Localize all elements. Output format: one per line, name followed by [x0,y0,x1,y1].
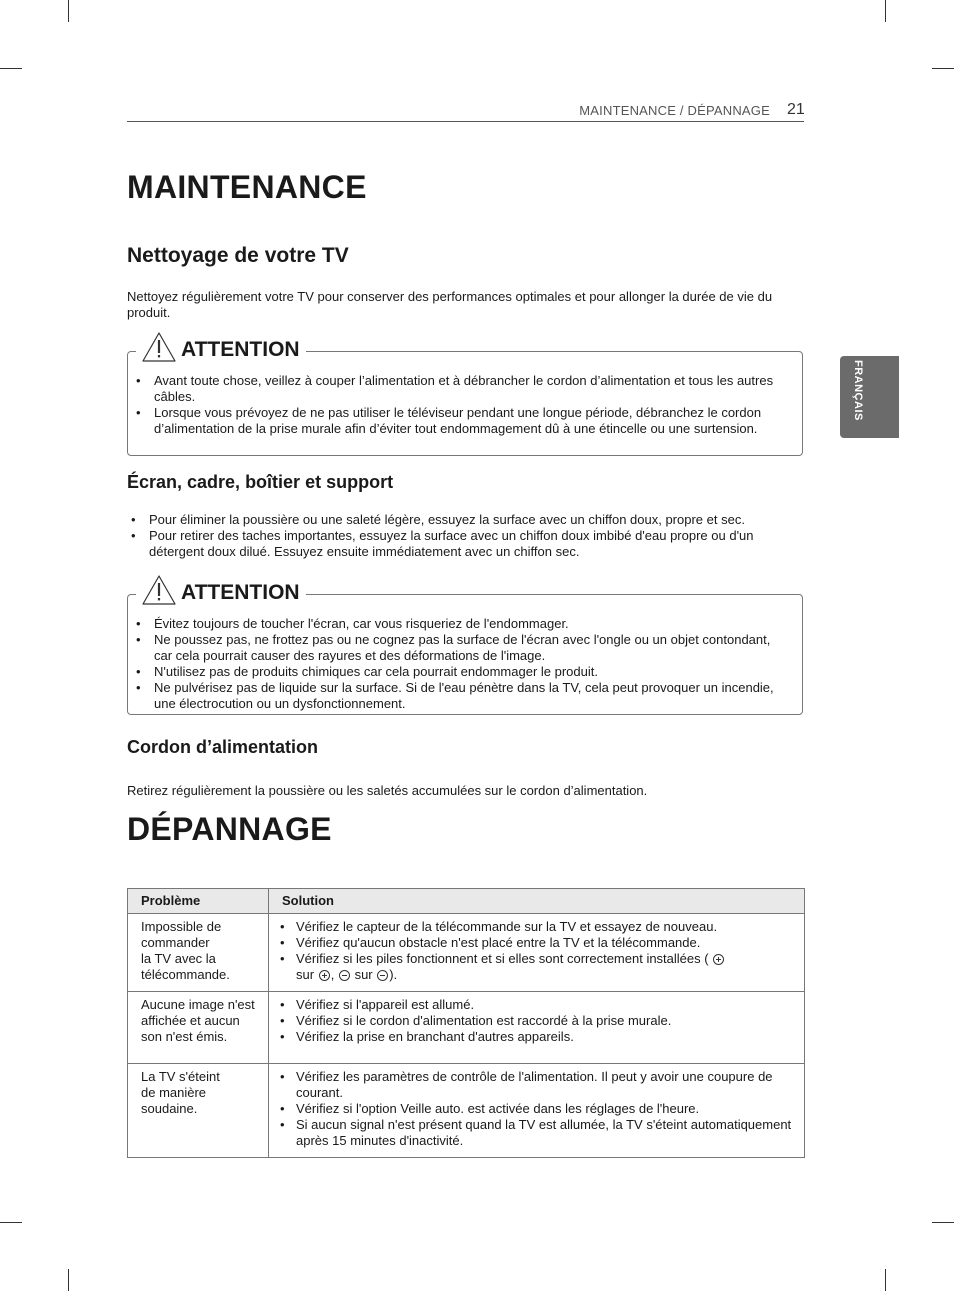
language-tab-label: FRANÇAIS [852,360,864,421]
solution-list [282,919,794,983]
crop-mark [932,68,954,69]
crop-mark [932,1222,954,1223]
running-head: MAINTENANCE / DÉPANNAGE [579,103,770,118]
table-header-row [128,889,805,914]
screen-list [123,512,808,560]
maintenance-title: MAINTENANCE [127,169,367,205]
list-item: • Vérifiez si l'option Veille auto. est activée dans les réglages de l'heure. [282,1101,794,1117]
plus-icon [713,954,724,965]
attention-box-cleaning [127,338,803,456]
problem-cell: Aucune image n'est affichée et aucun son n'est émis. [128,992,269,1064]
list-item: • Vérifiez qu'aucun obstacle n'est placé entre la TV et la télécommande. [282,935,794,951]
header-rule [127,121,804,122]
list-item: • Ne poussez pas, ne frottez pas ou ne cognez pas la surface de l'écran avec l'ongle ou un objet contondant, car cela pourrait causer des rayures et des déformations de l'image. [128,632,790,664]
attention-label: ATTENTION [181,338,300,361]
list-item: • Lorsque vous prévoyez de ne pas utiliser le téléviseur pendant une longue période, débranchez le cordon d’alimentation de la prise murale afin d’éviter tout endommagement dû à une étincelle ou une surtension. [128,405,792,437]
battery-text: sur [296,967,315,982]
solution-cell [269,914,805,992]
crop-mark [885,0,886,22]
crop-mark [0,1222,22,1223]
list-item: • Pour retirer des taches importantes, essuyez la surface avec un chiffon doux imbibé d'eau propre ou d'un détergent doux dilué. Essuyez ensuite immédiatement avec un chiffon sec. [123,528,808,560]
cleaning-intro: Nettoyez régulièrement votre TV pour conserver des performances optimales et pour allonger la durée de vie du produit. [127,289,773,320]
crop-mark [68,0,69,22]
troubleshooting-title: DÉPANNAGE [127,811,332,847]
solution-list [282,1069,794,1149]
solution-cell [269,992,805,1064]
solution-list [282,997,794,1045]
problem-cell: La TV s'éteint de manière soudaine. [128,1064,269,1158]
page-number: 21 [787,101,805,118]
warning-icon [142,332,176,362]
attention-list [128,616,790,712]
list-item: • Pour éliminer la poussière ou une saleté légère, essuyez la surface avec un chiffon doux, propre et sec. [123,512,808,528]
list-item: • Ne pulvérisez pas de liquide sur la surface. Si de l'eau pénètre dans la TV, cela peut provoquer un incendie, une électrocution ou un dysfonctionnement. [128,680,790,712]
battery-text: Vérifiez si les piles fonctionnent et si elles sont correctement installées ( [296,951,709,966]
list-item: • N'utilisez pas de produits chimiques car cela pourrait endommager le produit. [128,664,790,680]
battery-text: , [330,967,335,982]
list-item: • Si aucun signal n'est présent quand la TV est allumée, la TV s'éteint automatiquement après 15 minutes d'inactivité. [282,1117,794,1149]
column-header-problem: Problème [128,889,269,914]
list-item: • Vérifiez si l'appareil est allumé. [282,997,794,1013]
crop-mark [68,1269,69,1291]
battery-text: sur [354,967,373,982]
list-item: • Vérifiez si le cordon d'alimentation est raccordé à la prise murale. [282,1013,794,1029]
attention-label: ATTENTION [181,581,300,604]
crop-mark [0,68,22,69]
table-row [128,992,805,1064]
table-row [128,914,805,992]
plus-icon [319,970,330,981]
column-header-solution: Solution [269,889,805,914]
problem-cell: Impossible de commander la TV avec la télécommande. [128,914,269,992]
screen-title: Écran, cadre, boîtier et support [127,472,394,492]
battery-text: ). [389,967,398,982]
attention-heading [136,575,306,605]
attention-list [128,373,792,437]
language-tab [840,356,899,438]
warning-icon [142,575,176,605]
minus-icon [339,970,350,981]
list-item: • Vérifiez le capteur de la télécommande sur la TV et essayez de nouveau. [282,919,794,935]
minus-icon [377,970,388,981]
table-row [128,1064,805,1158]
power-cord-text: Retirez régulièrement la poussière ou les saletés accumulées sur le cordon d’alimentation. [127,783,648,798]
list-item: • Évitez toujours de toucher l'écran, car vous risqueriez de l'endommager. [128,616,790,632]
list-item: • Vérifiez les paramètres de contrôle de l'alimentation. Il peut y avoir une coupure de courant. [282,1069,794,1101]
attention-heading [136,332,306,362]
attention-box-screen [127,581,803,715]
power-cord-title: Cordon d’alimentation [127,737,318,757]
troubleshooting-table [127,888,805,1158]
list-item: • Vérifiez la prise en branchant d'autres appareils. [282,1029,794,1045]
list-item [282,951,794,983]
cleaning-title: Nettoyage de votre TV [127,244,349,267]
list-item: • Avant toute chose, veillez à couper l’alimentation et à débrancher le cordon d’alimentation et tous les autres câbles. [128,373,792,405]
solution-cell [269,1064,805,1158]
crop-mark [885,1269,886,1291]
